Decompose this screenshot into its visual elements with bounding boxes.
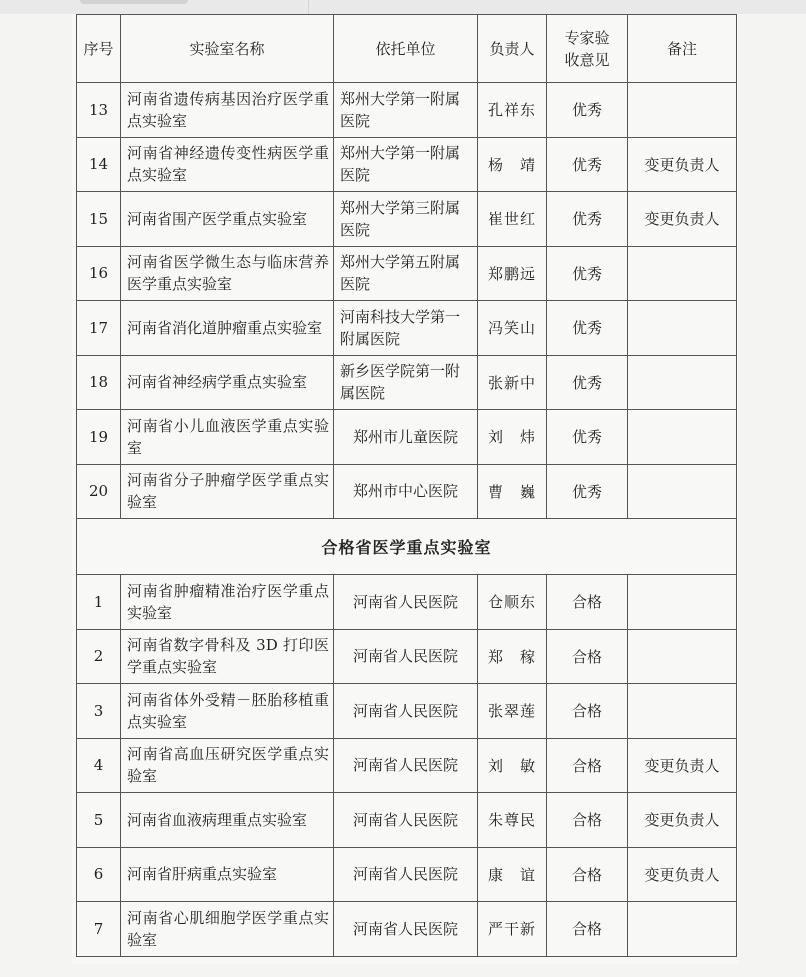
- row-number: 4: [77, 738, 121, 793]
- expert-opinion: 合格: [547, 738, 628, 793]
- person-in-charge: 张新中: [478, 355, 547, 410]
- header-person-in-charge: 负责人: [478, 15, 547, 83]
- person-in-charge: 严干新: [478, 902, 547, 957]
- header-remarks: 备注: [628, 15, 737, 83]
- host-unit: 郑州大学第一附属医院: [334, 83, 478, 138]
- lab-name: 河南省数字骨科及 3D 打印医学重点实验室: [121, 629, 334, 684]
- lab-name: 河南省神经病学重点实验室: [121, 355, 334, 410]
- remarks: [628, 684, 737, 739]
- person-in-charge: 冯笑山: [478, 301, 547, 356]
- table-row: [77, 902, 737, 957]
- lab-name: 河南省心肌细胞学医学重点实验室: [121, 902, 334, 957]
- lab-name: 河南省小儿血液医学重点实验室: [121, 410, 334, 465]
- person-in-charge: 崔世红: [478, 192, 547, 247]
- remarks: [628, 246, 737, 301]
- remarks: [628, 575, 737, 630]
- expert-opinion: 优秀: [547, 246, 628, 301]
- person-in-charge: 仓顺东: [478, 575, 547, 630]
- table-row: [77, 301, 737, 356]
- host-unit: 河南省人民医院: [334, 575, 478, 630]
- expert-opinion: 合格: [547, 684, 628, 739]
- remarks: [628, 83, 737, 138]
- table-row: [77, 847, 737, 902]
- section-title: 合格省医学重点实验室: [77, 519, 737, 575]
- table-row: [77, 246, 737, 301]
- host-unit: 新乡医学院第一附属医院: [334, 355, 478, 410]
- person-in-charge: 郑鹏远: [478, 246, 547, 301]
- row-number: 5: [77, 793, 121, 848]
- expert-opinion: 优秀: [547, 137, 628, 192]
- host-unit: 河南省人民医院: [334, 847, 478, 902]
- row-number: 3: [77, 684, 121, 739]
- person-in-charge: 郑 稼: [478, 629, 547, 684]
- row-number: 15: [77, 192, 121, 247]
- expert-opinion: 优秀: [547, 464, 628, 519]
- host-unit: 河南省人民医院: [334, 629, 478, 684]
- row-number: 2: [77, 629, 121, 684]
- row-number: 13: [77, 83, 121, 138]
- row-number: 1: [77, 575, 121, 630]
- person-in-charge: 刘 炜: [478, 410, 547, 465]
- row-number: 7: [77, 902, 121, 957]
- host-unit: 郑州大学第五附属医院: [334, 246, 478, 301]
- host-unit: 郑州大学第三附属医院: [334, 192, 478, 247]
- lab-name: 河南省体外受精－胚胎移植重点实验室: [121, 684, 334, 739]
- host-unit: 河南省人民医院: [334, 684, 478, 739]
- lab-name: 河南省肝病重点实验室: [121, 847, 334, 902]
- lab-acceptance-table: [76, 14, 737, 957]
- expert-opinion: 合格: [547, 575, 628, 630]
- section-row: [77, 519, 737, 575]
- remarks: [628, 355, 737, 410]
- header-lab-name: 实验室名称: [121, 15, 334, 83]
- remarks: 变更负责人: [628, 847, 737, 902]
- host-unit: 河南省人民医院: [334, 738, 478, 793]
- person-in-charge: 孔祥东: [478, 83, 547, 138]
- row-number: 14: [77, 137, 121, 192]
- lab-name: 河南省高血压研究医学重点实验室: [121, 738, 334, 793]
- strip-divider: [308, 0, 309, 14]
- person-in-charge: 朱尊民: [478, 793, 547, 848]
- person-in-charge: 刘 敏: [478, 738, 547, 793]
- row-number: 6: [77, 847, 121, 902]
- remarks: [628, 301, 737, 356]
- table-row: [77, 464, 737, 519]
- header-number: 序号: [77, 15, 121, 83]
- row-number: 20: [77, 464, 121, 519]
- viewer-tab-stub[interactable]: [80, 0, 188, 4]
- remarks: 变更负责人: [628, 793, 737, 848]
- host-unit: 郑州大学第一附属医院: [334, 137, 478, 192]
- lab-name: 河南省消化道肿瘤重点实验室: [121, 301, 334, 356]
- remarks: 变更负责人: [628, 137, 737, 192]
- remarks: [628, 902, 737, 957]
- remarks: 变更负责人: [628, 192, 737, 247]
- qualified-labs-body: [77, 575, 737, 957]
- expert-opinion: 合格: [547, 847, 628, 902]
- lab-name: 河南省围产医学重点实验室: [121, 192, 334, 247]
- expert-opinion: 合格: [547, 902, 628, 957]
- table-row: [77, 410, 737, 465]
- row-number: 17: [77, 301, 121, 356]
- remarks: [628, 410, 737, 465]
- row-number: 16: [77, 246, 121, 301]
- viewer-top-strip: [0, 0, 806, 14]
- table-header-row: [77, 15, 737, 83]
- expert-opinion: 优秀: [547, 355, 628, 410]
- row-number: 19: [77, 410, 121, 465]
- table-row: [77, 684, 737, 739]
- table-row: [77, 629, 737, 684]
- table-row: [77, 83, 737, 138]
- header-expert-opinion: 专家验收意见: [547, 15, 628, 83]
- expert-opinion: 合格: [547, 629, 628, 684]
- host-unit: 河南省人民医院: [334, 793, 478, 848]
- table-row: [77, 355, 737, 410]
- remarks: 变更负责人: [628, 738, 737, 793]
- expert-opinion: 优秀: [547, 410, 628, 465]
- host-unit: 郑州市儿童医院: [334, 410, 478, 465]
- person-in-charge: 张翠莲: [478, 684, 547, 739]
- expert-opinion: 合格: [547, 793, 628, 848]
- lab-name: 河南省遗传病基因治疗医学重点实验室: [121, 83, 334, 138]
- table-row: [77, 793, 737, 848]
- lab-name: 河南省血液病理重点实验室: [121, 793, 334, 848]
- lab-name: 河南省分子肿瘤学医学重点实验室: [121, 464, 334, 519]
- table-row: [77, 137, 737, 192]
- table-row: [77, 192, 737, 247]
- remarks: [628, 629, 737, 684]
- person-in-charge: 康 谊: [478, 847, 547, 902]
- header-host-unit: 依托单位: [334, 15, 478, 83]
- remarks: [628, 464, 737, 519]
- host-unit: 郑州市中心医院: [334, 464, 478, 519]
- table-row: [77, 738, 737, 793]
- expert-opinion: 优秀: [547, 301, 628, 356]
- row-number: 18: [77, 355, 121, 410]
- lab-name: 河南省神经遗传变性病医学重点实验室: [121, 137, 334, 192]
- lab-name: 河南省医学微生态与临床营养医学重点实验室: [121, 246, 334, 301]
- table-row: [77, 575, 737, 630]
- lab-name: 河南省肿瘤精准治疗医学重点实验室: [121, 575, 334, 630]
- person-in-charge: 杨 靖: [478, 137, 547, 192]
- person-in-charge: 曹 巍: [478, 464, 547, 519]
- host-unit: 河南省人民医院: [334, 902, 478, 957]
- expert-opinion: 优秀: [547, 83, 628, 138]
- excellent-labs-body: [77, 83, 737, 519]
- expert-opinion: 优秀: [547, 192, 628, 247]
- host-unit: 河南科技大学第一附属医院: [334, 301, 478, 356]
